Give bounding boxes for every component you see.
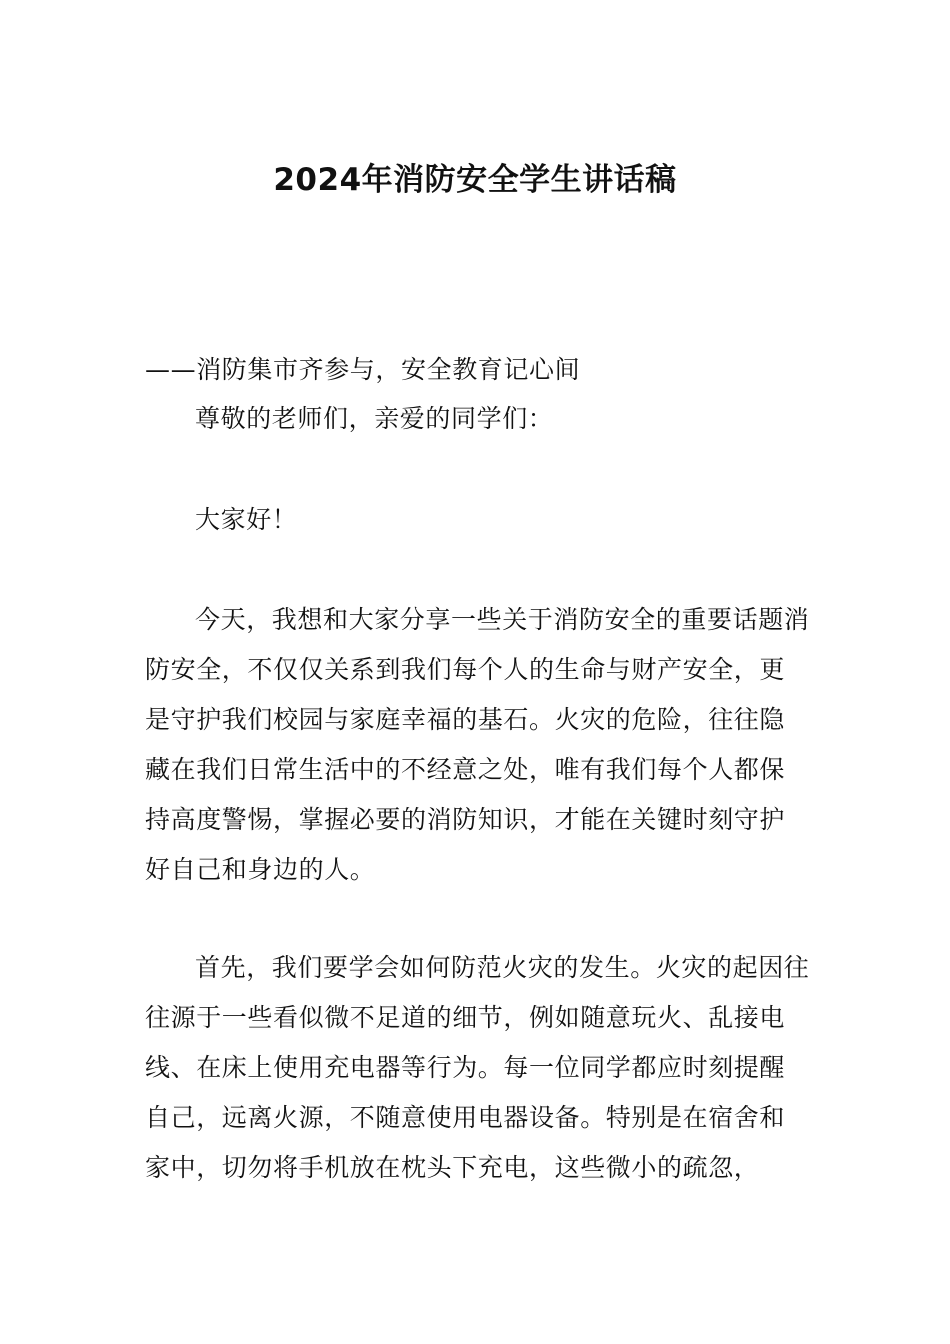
document-subtitle: ——消防集市齐参与，安全教育记心间	[145, 355, 581, 384]
body-paragraph-1: 今天，我想和大家分享一些关于消防安全的重要话题消防安全，不仅仅关系到我们每个人的生命与财产安全，更是守护我们校园与家庭幸福的基石。火灾的危险，往往隐藏在我们日常生活中的不经意之处，唯有我们每个人都保持高度警惕，掌握必要的消防知识，才能在关键时刻守护好自己和身边的人。	[145, 605, 810, 884]
document-title: 2024年消防安全学生讲话稿	[273, 162, 677, 198]
body-paragraph-2: 首先，我们要学会如何防范火灾的发生。火灾的起因往往源于一些看似微不足道的细节，例如随意玩火、乱接电线、在床上使用充电器等行为。每一位同学都应时刻提醒自己，远离火源，不随意使用电器设备。特别是在宿舍和家中，切勿将手机放在枕头下充电，这些微小的疏忽，	[145, 953, 810, 1182]
greeting-line: 尊敬的老师们，亲爱的同学们：	[195, 404, 554, 433]
hello-line: 大家好！	[195, 505, 298, 534]
